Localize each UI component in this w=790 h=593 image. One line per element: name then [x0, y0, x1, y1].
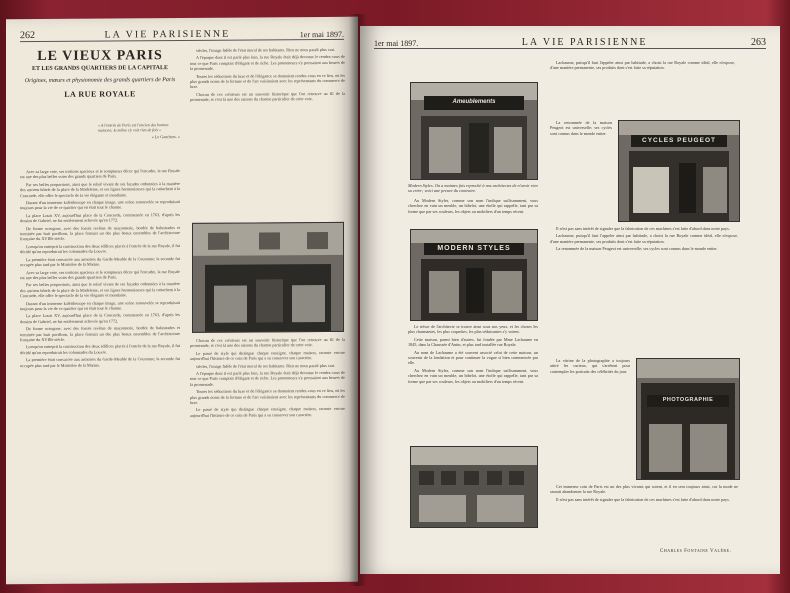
paragraph: La première était consacrée aux armoires du Garde-Meuble de la Couronne; la seconde fut occupée plus tard par le Ministère de la Marine.: [20, 356, 180, 368]
article-subtitle: ET LES GRANDS QUARTIERS DE LA CAPITALE: [32, 65, 168, 73]
sign-photographie: PHOTOGRAPHIE: [647, 395, 729, 407]
right-column-1-middle: [408, 324, 538, 444]
right-page-number: 263: [751, 37, 766, 48]
sign-cycles-peugeot: CYCLES PEUGEOT: [631, 135, 727, 147]
photo-cycles-peugeot: [618, 120, 740, 222]
left-storefront-photo: [192, 222, 344, 333]
article-title: LE VIEUX PARIS: [37, 48, 163, 65]
left-running-header: [20, 25, 344, 42]
photo-modern-styles: [410, 229, 538, 321]
right-running-header: [374, 34, 766, 49]
section-heading: LA RUE ROYALE: [64, 89, 136, 99]
epigraph-text: « A l'entrée de Paris est l'ancien des bonnes maisons; la même s'y voit rien de fois »: [98, 122, 169, 133]
left-page: [6, 17, 358, 584]
right-column-2-beside-photo: [550, 358, 630, 458]
paragraph: De forme octogone, avec des fossés revêtus de maçonnerie, bordée de balustrades et terminée par huit pavillons, la place formait un des plus beaux ensembles de l'architecture française du XVIIIe siècle.: [20, 224, 180, 242]
paragraph: Le trésor de l'architecte se trouve ainsi sous nos yeux, et les choses les plus charmantes, les plus coquettes, les plus séduisantes s'y voient.: [408, 324, 538, 335]
paragraph: Avec sa large voie, ses trottoirs spacieux et le somptueux décor qui l'encadre, la rue Royale est une des plus belles voies des grands quartiers de Paris.: [20, 168, 180, 180]
paragraph: Toutes les séductions du luxe et de l'élégance se donnaient rendez-vous en ce lieu, où les plus grands noms de la fortune et de l'art voisinaient avec les représentants du commerce de luxe.: [190, 72, 345, 90]
paragraph: Toutes les séductions du luxe et de l'élégance se donnaient rendez-vous en ce lieu, où les plus grands noms de la fortune et de l'art voisinaient avec les représentants du commerce de luxe.: [190, 388, 345, 406]
paragraph: A l'époque dont il est parlé plus loin, la rue Royale était déjà devenue le rendez-vous de tout ce que Paris comptait d'élégant et de riche. Les promeneurs s'y pressaient aux heures de la promenade.: [190, 369, 345, 387]
epigraph: [98, 122, 180, 140]
paragraph: Cette maison, parmi bien d'autres, fut fondée par Mme Lachaume en 1845, dans la Chaussée d'Antin, et plus tard installée rue Royale.: [408, 336, 538, 348]
paragraph: A l'époque dont il est parlé plus loin, la rue Royale était déjà devenue le rendez-vous de tout ce que Paris comptait d'élégant et de riche. Les promeneurs s'y pressaient aux heures de la promenade.: [190, 54, 345, 72]
paragraph: Par ses belles proportions, ainsi que le relief vivant de ses façades ordonnées à la manière des anciens hôtels de la place de la Madeleine, et ses lignes harmonieuses qui la rattachent à la Concorde, elle offre le spectacle de la vie élégante et mondaine.: [20, 281, 180, 299]
paragraph: La renommée de la maison Peugeot est universelle; ses cycles sont connus dans le monde entier.: [556, 246, 718, 252]
epigraph-source: « Le Ganrhors. »: [151, 134, 180, 140]
author-signature: Charles Fontaine Valère.: [660, 549, 732, 554]
paragraph: Lorsqu'on entreprit la construction des deux édifices placés à l'entrée de la rue Royale, il fut décidé qu'on reproduirait les colonnades du Louvre.: [20, 242, 180, 255]
paragraph: Par ses belles proportions, ainsi que le relief vivant de ses façades ordonnées à la manière des anciens hôtels de la place de la Madeleine, et ses lignes harmonieuses qui la rattachent à la Concorde, elle offre le spectacle de la vie élégante et mondaine.: [20, 180, 180, 198]
sign-modern-styles: MODERN STYLES: [424, 243, 525, 256]
left-page-number: 262: [20, 30, 35, 42]
paragraph: De forme octogone, avec des fossés revêtus de maçonnerie, bordée de balustrades et terminée par huit pavillons, la place formait un des plus beaux ensembles de l'architecture française du XVIIIe siècle.: [20, 325, 180, 343]
paragraph: Il n'est pas sans intérêt de signaler que la fabrication de ces machines s'est faite d'abord dans notre pays.: [556, 226, 730, 231]
paragraph: La place Louis XV, aujourd'hui place de la Concorde, commencée en 1763, d'après les dessins de Gabriel, ne fut entièrement achevée qu'en 1772.: [20, 312, 180, 324]
photo-ameublements: [410, 82, 538, 180]
paragraph: Durant d'un immense kaléidoscope en chaque image, une scène renouvelée se reproduisait toujours pour la vie de ce quartier qui en était tout le charme.: [20, 299, 180, 312]
left-running-title: LA VIE PARISIENNE: [104, 28, 231, 41]
left-column-1: [20, 168, 180, 574]
paragraph: La vitrine de la photographie a toujours attiré les curieux, qui s'arrêtent pour contempler les portraits des célébrités du jour.: [550, 358, 630, 374]
caption-modern-styles: Modern Styles. On a maintes fois reproché à nos architectes de n'avoir rien su créer; voici une preuve du contraire.: [408, 183, 538, 194]
paragraph: Au Modern Styles, comme son nom l'indique suffisamment, vous cherchez en vain un meuble, un bibelot, une étoffe qui rappelle, tant par sa forme que par ses couleurs, les objets ou mobiliers d'un temps récent.: [408, 367, 538, 384]
right-date: 1er mai 1897.: [374, 39, 419, 48]
paragraph: La renommée de la maison Peugeot est universelle; ses cycles sont connus dans le monde entier.: [550, 120, 612, 136]
left-date: 1er mai 1897.: [299, 29, 344, 40]
paragraph: Le passé de style qui distingue chaque enseigne, chaque maison, raconte encore aujourd'hui l'histoire de ce coin de Paris qui a su conserver son caractère.: [190, 406, 345, 418]
paragraph: Le passé de style qui distingue chaque enseigne, chaque maison, raconte encore aujourd'hui l'histoire de ce coin de Paris qui a su conserver son caractère.: [190, 349, 345, 362]
paragraph: Lachaume, puisqu'il faut l'appeler ainsi par habitude, a choisi la rue Royale comme idéal, elle n'expose, d'une manière permanente, ses produits dont s'est faite sa réputation.: [550, 233, 738, 244]
article-dek: Origines, mœurs et physionomie des grands quartiers de Paris: [24, 77, 176, 85]
paragraph: Au nom de Lachaume a été souvent associé celui de cette maison, un souvenir de la fondation et pour continuer la vogue si bien commencée par elle.: [408, 349, 538, 366]
right-running-title: LA VIE PARISIENNE: [521, 37, 648, 48]
paragraph: Lachaume, puisqu'il faut l'appeler ainsi par habitude, a choisi la rue Royale comme idéal, elle n'expose, d'une manière permanente, ses produits dont s'est faite sa réputation.: [550, 60, 735, 71]
right-column-2-beside-peugeot: [550, 120, 612, 220]
right-column-2-middle: [550, 226, 738, 354]
article-title-block: [20, 48, 180, 99]
right-column-2-top: [550, 60, 735, 116]
sign-ameublements: Ameublements: [424, 96, 525, 109]
paragraph: Chacun de ces créateurs est un souvenir historique que l'on retrouve au fil de la promenade, et c'est là une des raisons du charme particulier de cette voie.: [190, 90, 345, 103]
paragraph: Chacun de ces créateurs est un souvenir historique que l'on retrouve au fil de la promenade, et c'est là une des raisons du charme particulier de cette voie.: [190, 336, 345, 349]
paragraph: La place Louis XV, aujourd'hui place de la Concorde, commencée en 1763, d'après les dessins de Gabriel, ne fut entièrement achevée qu'en 1772.: [20, 211, 180, 224]
paragraph: Avec sa large voie, ses trottoirs spacieux et le somptueux décor qui l'encadre, la rue Royale est une des plus belles voies des grands quartiers de Paris.: [20, 268, 180, 281]
paragraph: La première était consacrée aux armoires du Garde-Meuble de la Couronne; la seconde fut occupée plus tard par le Ministère de la Marine.: [20, 255, 180, 268]
right-column-2-bottom: [550, 484, 738, 544]
paragraph: Durant d'un immense kaléidoscope en chaque image, une scène renouvelée se reproduisait toujours pour la vie de ce quartier qui en était tout le charme.: [20, 199, 180, 211]
right-column-1-top: [408, 198, 538, 228]
paragraph: Cet immense coin de Paris est un des plus vivants qui soient, et il en sera toujours ainsi, car la mode ne saurait abandonner la rue Royale.: [550, 484, 738, 495]
photo-corner-building: [410, 446, 538, 528]
paragraph: Au Modern Styles, comme son nom l'indique suffisamment, vous cherchez en vain un meuble, un bibelot, une étoffe qui rappelle, tant par sa forme que par ses couleurs, les objets ou mobiliers d'un temps récent.: [408, 198, 538, 214]
paragraph: Il n'est pas sans intérêt de signaler que la fabrication de ces machines s'est faite d'abord dans notre pays.: [556, 496, 730, 502]
right-page: [360, 26, 780, 574]
paragraph: siècles, l'image fidèle de l'état moral de ses habitants. Rien ne nous paraît plus vrai.: [196, 46, 336, 53]
paragraph: Lorsqu'on entreprit la construction des deux édifices placés à l'entrée de la rue Royale, il fut décidé qu'on reproduirait les colonnades du Louvre.: [20, 343, 180, 355]
photo-photographie: [636, 358, 740, 480]
paragraph: siècles, l'image fidèle de l'état moral de ses habitants. Rien ne nous paraît plus vrai.: [196, 362, 336, 369]
left-column-2-bottom: [190, 337, 345, 573]
left-column-2-top: [190, 47, 345, 218]
